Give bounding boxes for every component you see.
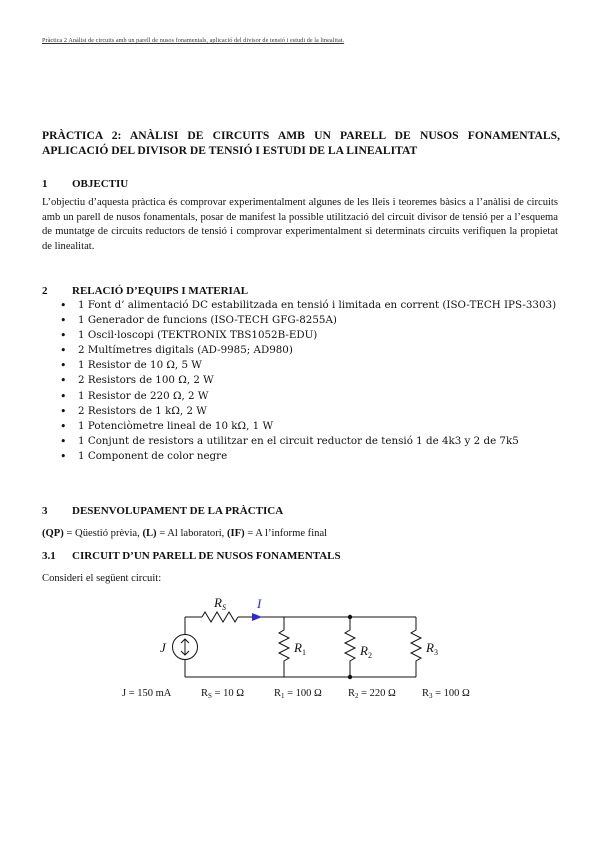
j-value: J = 150 mA [122, 688, 172, 699]
section-3-heading [42, 505, 283, 517]
list-item: • 1 Potenciòmetre lineal de 10 kΩ, 1 W [42, 419, 560, 434]
current-arrow-icon [252, 613, 262, 621]
circuit-intro: Consideri el següent circuit: [42, 573, 162, 584]
if-text: = A l’informe final [244, 528, 328, 539]
list-item: • 1 Generador de funcions (ISO-TECH GFG-8255A) [42, 313, 560, 328]
section-number: 2 [42, 285, 48, 297]
r2-label: $R_2$ [360, 643, 372, 660]
equipment-list [42, 298, 560, 464]
node-dot [348, 675, 352, 679]
node-dot [348, 615, 352, 619]
rs-label: $R_S$ [214, 595, 226, 612]
current-label: I [257, 596, 262, 611]
section-2-heading [42, 285, 248, 297]
qp-tag: (QP) [42, 528, 64, 539]
r2-value: R2 = 220 Ω [348, 688, 396, 700]
list-item: • 1 Resistor de 10 Ω, 5 W [42, 358, 560, 373]
section-title: CIRCUIT D’UN PARELL DE NUSOS FONAMENTALS [72, 550, 341, 562]
if-tag: (IF) [226, 528, 245, 539]
rs-value: RS = 10 Ω [201, 688, 245, 700]
running-header: Pràctica 2 Anàlisi de circuits amb un parell de nusos fonamentals, aplicació del divisor de tensió i estudi de la linealitat. [42, 37, 345, 44]
j-label: J [160, 640, 166, 655]
list-item: • 2 Resistors de 1 kΩ, 2 W [42, 404, 560, 419]
current-source-arrow [181, 639, 189, 655]
list-item: • 1 Font d’ alimentació DC estabilitzada en tensió i limitada en corrent (ISO-TECH IPS-3303) [42, 298, 560, 313]
l-text: = Al laboratori, [156, 528, 227, 539]
list-item: • 2 Multímetres digitals (AD-9985; AD980) [42, 343, 560, 358]
section-title: OBJECTIU [72, 178, 129, 190]
circuit-diagram [100, 585, 520, 710]
section-number: 1 [42, 178, 48, 190]
list-item: • 1 Conjunt de resistors a utilitzar en el circuit reductor de tensió 1 de 4k3 y 2 de 7k5 [42, 434, 560, 449]
l-tag: (L) [142, 528, 157, 539]
section-title: DESENVOLUPAMENT DE LA PRÀCTICA [72, 505, 284, 517]
resistor-r3 [411, 617, 421, 677]
section-3-1-heading [42, 550, 341, 562]
r3-value: R3 = 100 Ω [422, 688, 470, 700]
section-title: RELACIÓ D’EQUIPS I MATERIAL [72, 285, 249, 297]
section-number: 3.1 [42, 550, 56, 562]
objective-paragraph: L’objectiu d’aquesta pràctica és comprovar experimentalment algunes de les lleis i teoremes bàsics a l’anàlisi de circuits amb un parell de nusos fonamentals, posar de manifest la possible utilització del circuit divisor de tensió per a l’esquema de muntatge de circuits reductors de tensió i comprovar experimentalment si determinats circuits verifiquen la propietat de linealitat. [42, 197, 558, 252]
qp-text: = Qüestió prèvia, [63, 528, 143, 539]
list-item: • 2 Resistors de 100 Ω, 2 W [42, 373, 560, 388]
r1-value: R1 = 100 Ω [274, 688, 322, 700]
list-item: • 1 Resistor de 220 Ω, 2 W [42, 389, 560, 404]
section-1-heading [42, 178, 128, 190]
list-item: • 1 Oscil·loscopi (TEKTRONIX TBS1052B-EDU) [42, 328, 560, 343]
list-item: • 1 Component de color negre [42, 449, 560, 464]
r3-label: $R_3$ [426, 640, 438, 657]
practice-title: PRÀCTICA 2: ANÀLISI DE CIRCUITS AMB UN PARELL DE NUSOS FONAMENTALS, APLICACIÓ DEL DIVISOR DE TENSIÓ I ESTUDI DE LA LINEALITAT [42, 129, 560, 157]
r1-label: $R_1$ [294, 640, 306, 657]
resistor-r1 [279, 617, 289, 677]
resistor-rs [202, 612, 238, 622]
resistor-r2 [345, 617, 355, 677]
section-number: 3 [42, 505, 48, 517]
legend-notes [42, 528, 327, 539]
